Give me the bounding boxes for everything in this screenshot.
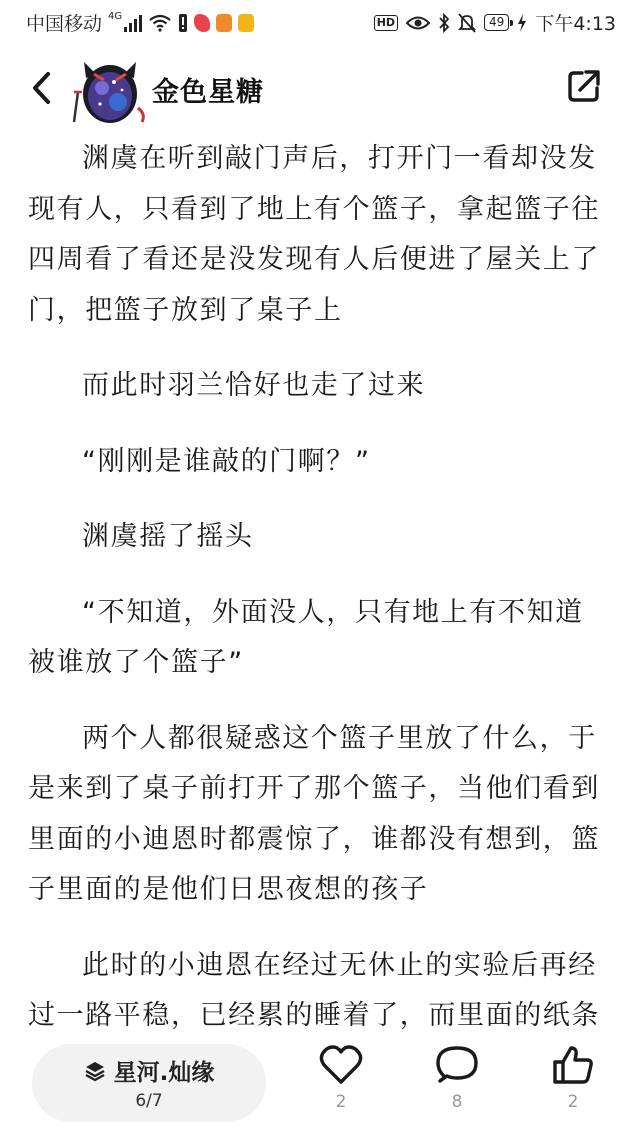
- layers-icon: [84, 1060, 106, 1082]
- comment-count: 8: [451, 1092, 463, 1112]
- bottom-action-bar: [0, 1030, 640, 1138]
- bluetooth-icon: [438, 13, 450, 33]
- app-icon-orange: [216, 14, 232, 32]
- like-button[interactable]: [306, 1044, 376, 1112]
- network-type: 4G: [108, 11, 123, 22]
- collection-page-indicator: 6/7: [135, 1091, 163, 1111]
- paragraph: 渊虞在听到敲门声后，打开门一看却没发现有人，只看到了地上有个篮子，拿起篮子往四周看了看还是没发现有人后便进了屋关上了门，把篮子放到了桌子上: [28, 143, 600, 326]
- collection-button[interactable]: [32, 1044, 266, 1122]
- paragraph: 此时的小迪恩在经过无休止的实验后再经过一路平稳，已经累的睡着了，而里面的纸条: [28, 949, 600, 1030]
- app-icon-red: [194, 14, 210, 32]
- author-avatar[interactable]: [72, 52, 148, 128]
- article-body: [28, 134, 612, 1030]
- wifi-icon: [148, 14, 172, 32]
- mute-bell-icon: [458, 13, 476, 33]
- collection-title-row: [32, 1054, 266, 1087]
- comment-button[interactable]: [422, 1044, 492, 1112]
- like-count: 2: [335, 1092, 347, 1112]
- thumbs-up-button[interactable]: [538, 1044, 608, 1112]
- paragraph: “刚刚是谁敲的门啊？”: [82, 445, 371, 477]
- app-icon-yellow: [238, 14, 254, 32]
- thumbs-up-icon: [551, 1044, 595, 1086]
- paragraph: 两个人都很疑惑这个篮子里放了什么，于是来到了桌子前打开了那个篮子，当他们看到里面的小迪恩时都震惊了，谁都没有想到，篮子里面的是他们日思夜想的孩子: [28, 722, 600, 905]
- paragraph: 渊虞摇了摇头: [82, 521, 254, 552]
- thumbs-up-count: 2: [567, 1092, 579, 1112]
- author-name[interactable]: 金色星糖: [152, 77, 264, 108]
- alert-icon: [178, 14, 188, 32]
- eye-icon: [406, 15, 430, 31]
- status-left: [26, 9, 254, 36]
- heart-icon: [319, 1044, 363, 1086]
- back-button[interactable]: [28, 70, 56, 106]
- status-bar: [0, 0, 640, 44]
- share-button[interactable]: [566, 68, 602, 104]
- clock: 下午4:13: [535, 13, 616, 35]
- hd-badge: HD: [374, 15, 398, 31]
- charging-icon: [517, 14, 527, 32]
- paragraph: “不知道，外面没人，只有地上有不知道被谁放了个篮子”: [28, 596, 584, 678]
- paragraph: 而此时羽兰恰好也走了过来: [82, 370, 426, 401]
- status-right: [374, 9, 616, 36]
- comment-bubble-icon: [435, 1044, 479, 1086]
- carrier-label: 中国移动: [26, 13, 103, 35]
- signal-icon: [124, 14, 142, 32]
- post-header: [0, 48, 640, 132]
- battery-indicator: 49: [484, 14, 509, 31]
- collection-title: 星河.灿缘: [113, 1060, 215, 1086]
